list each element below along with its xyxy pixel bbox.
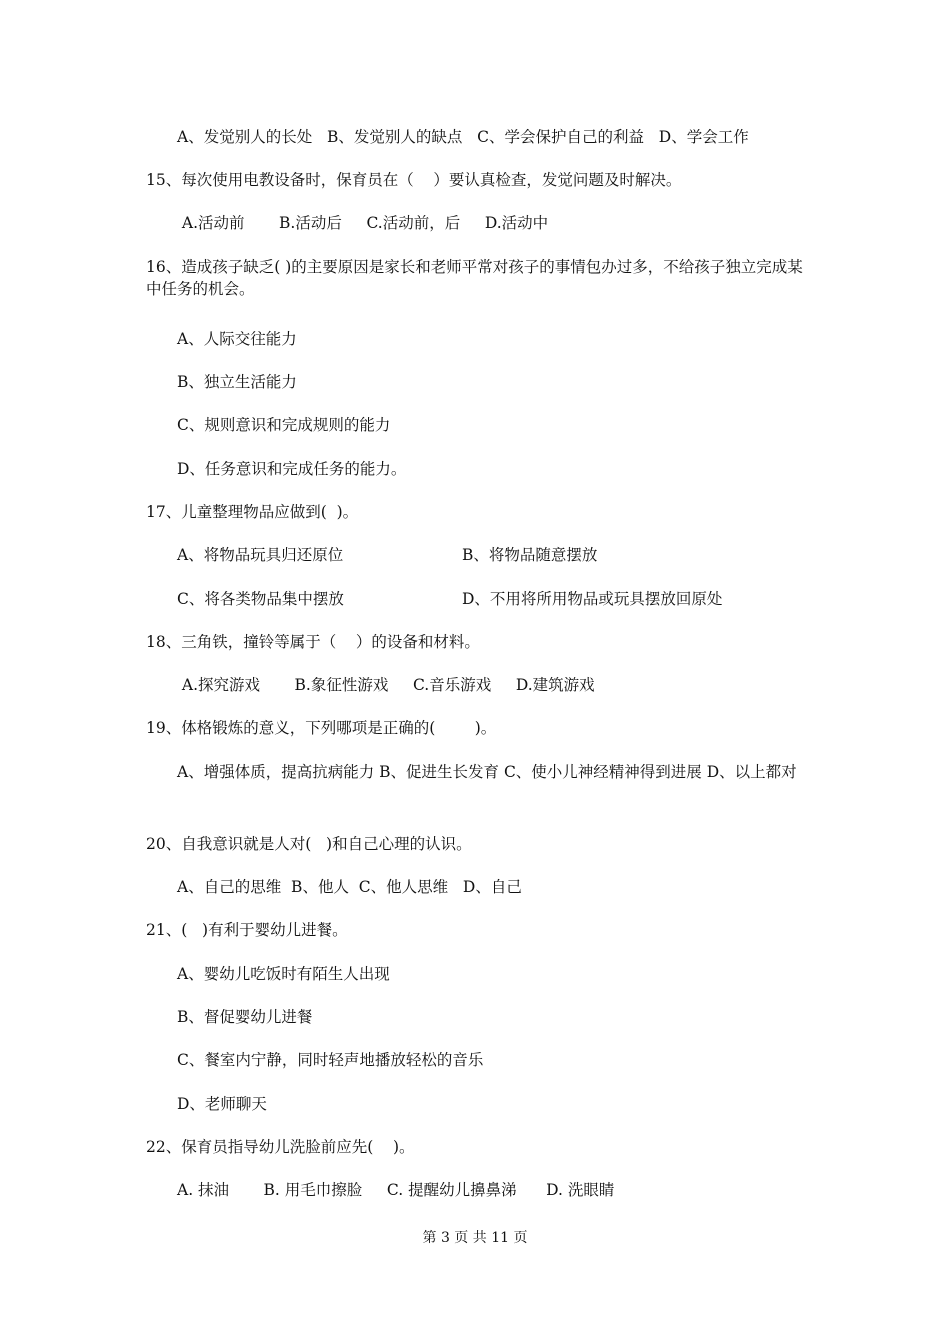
q16-option-b: B、独立生活能力 — [177, 373, 297, 391]
q17-option-b: B、将物品随意摆放 — [462, 546, 598, 564]
q21-option-d: D、老师聊天 — [177, 1095, 267, 1113]
question-15: 15、每次使用电教设备时，保育员在（ ）要认真检查，发觉问题及时解决。 — [146, 171, 682, 189]
q21-option-a: A、婴幼儿吃饭时有陌生人出现 — [177, 965, 390, 983]
q14-options: A、发觉别人的长处 B、发觉别人的缺点 C、学会保护自己的利益 D、学会工作 — [177, 128, 749, 146]
question-22: 22、保育员指导幼儿洗脸前应先( )。 — [146, 1138, 415, 1156]
q16-option-d: D、任务意识和完成任务的能力。 — [177, 460, 407, 478]
question-18: 18、三角铁，撞铃等属于（ ）的设备和材料。 — [146, 633, 480, 651]
page-footer: 第 3 页 共 11 页 — [422, 1230, 528, 1246]
question-17: 17、儿童整理物品应做到( )。 — [146, 503, 359, 521]
q21-option-b: B、督促婴幼儿进餐 — [177, 1008, 313, 1026]
q20-options: A、自己的思维 B、他人 C、他人思维 D、自己 — [177, 878, 522, 896]
question-21: 21、( )有利于婴幼儿进餐。 — [146, 921, 348, 939]
q19-options: A、增强体质，提高抗病能力 B、促进生长发育 C、使小儿神经精神得到进展 D、以上都对 — [177, 763, 797, 781]
q16-option-a: A、人际交往能力 — [177, 330, 297, 348]
q21-option-c: C、餐室内宁静，同时轻声地播放轻松的音乐 — [177, 1051, 484, 1069]
q16-option-c: C、规则意识和完成规则的能力 — [177, 416, 391, 434]
q17-option-a: A、将物品玩具归还原位 — [177, 546, 344, 564]
q15-options: A.活动前 B.活动后 C.活动前，后 D.活动中 — [177, 214, 549, 232]
question-20: 20、自我意识就是人对( )和自己心理的认识。 — [146, 835, 472, 853]
question-16: 16、造成孩子缺乏( )的主要原因是家长和老师平常对孩子的事情包办过多，不给孩子独立完成某中任务的机会。 — [146, 258, 803, 298]
q17-option-c: C、将各类物品集中摆放 — [177, 590, 344, 608]
question-19: 19、体格锻炼的意义，下列哪项是正确的( )。 — [146, 719, 497, 737]
q18-options: A.探究游戏 B.象征性游戏 C.音乐游戏 D.建筑游戏 — [177, 676, 595, 694]
q17-option-d: D、不用将所用物品或玩具摆放回原处 — [462, 590, 723, 608]
q22-options: A. 抹油 B. 用毛巾擦脸 C. 提醒幼儿擤鼻涕 D. 洗眼睛 — [177, 1181, 615, 1199]
